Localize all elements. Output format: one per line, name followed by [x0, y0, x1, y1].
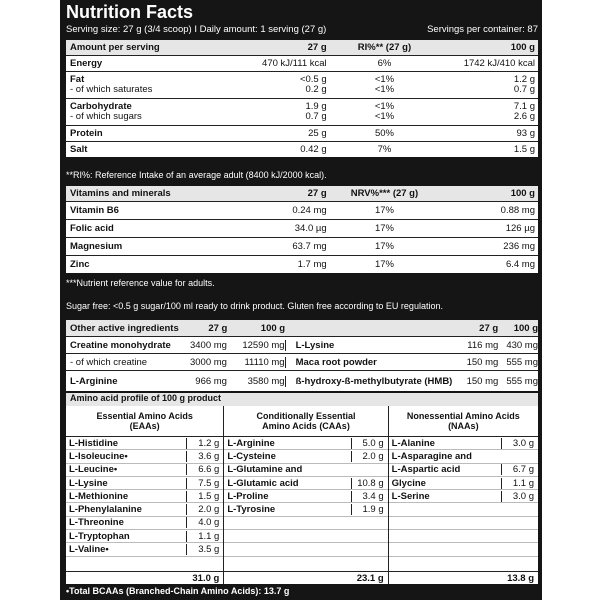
- bcaa-note: •Total BCAAs (Branched-Chain Amino Acids): 13.7 g: [66, 586, 290, 596]
- table-row: Zinc 1.7 mg 17% 6.4 mg: [70, 259, 535, 270]
- table-row: Salt 0.42 g 7% 1.5 g: [70, 144, 535, 155]
- nrv-note: ***Nutrient reference value for adults.: [66, 278, 215, 288]
- list-item: L-Methionine 1.5 g: [66, 490, 223, 503]
- naa-total: 13.8 g: [389, 571, 538, 584]
- amino-title: Amino acid profile of 100 g product: [66, 393, 538, 406]
- table-header: Other active ingredients 27 g 100 g 27 g 100 g: [66, 320, 538, 337]
- table-row: Folic acid 34.0 µg 17% 126 µg: [66, 220, 538, 238]
- table-row: - of which creatine 3000 mg 11110 mg Maca root powder 150 mg 555 mg: [66, 354, 538, 371]
- table-row: Magnesium 63.7 mg 17% 236 mg: [66, 238, 538, 256]
- list-item: L-Alanine 3.0 g: [389, 437, 538, 450]
- list-item: L-Glutamine and: [224, 464, 387, 477]
- caa-column: Conditionally Essential Amino Acids (CAAs) L-Arginine 5.0 g L-Cysteine 2.0 g L-Glutamine and L-Glutamic acid 10.8 g L-Proline 3.4 g L-Tyrosine 1.9 g 23.1 g: [224, 406, 388, 584]
- list-item: L-Histidine 1.2 g: [66, 437, 223, 450]
- table-row: Energy 470 kJ/111 kcal 6% 1742 kJ/410 kcal: [66, 56, 538, 72]
- list-item: L-Cysteine 2.0 g: [224, 450, 387, 463]
- nutrition-panel: [60, 0, 542, 600]
- vitamins-table: [66, 186, 538, 273]
- amino-table: [66, 406, 538, 584]
- list-item: L-Tryptophan 1.1 g: [66, 530, 223, 543]
- sugar-note: Sugar free: <0.5 g sugar/100 ml ready to drink product. Gluten free according to EU regulation.: [66, 301, 443, 311]
- ri-note: **RI%: Reference Intake of an average adult (8400 kJ/2000 kcal).: [66, 170, 327, 180]
- list-item: L-Threonine 4.0 g: [66, 517, 223, 530]
- list-item: L-Phenylalanine 2.0 g: [66, 503, 223, 516]
- list-item: L-Proline 3.4 g: [224, 490, 387, 503]
- list-item: L-Leucine• 6.6 g: [66, 464, 223, 477]
- list-item: L-Tyrosine 1.9 g: [224, 503, 387, 516]
- serving-size: Serving size: 27 g (3/4 scoop) I Daily amount: 1 serving (27 g): [66, 24, 327, 35]
- naa-column: Nonessential Amino Acids (NAAs) L-Alanine 3.0 g L-Asparagine and L-Aspartic acid 6.7 g Glycine 1.1 g L-Serine 3.0 g 13.8 g: [389, 406, 538, 584]
- list-item: L-Isoleucine• 3.6 g: [66, 450, 223, 463]
- other-ingredients-table: [66, 320, 538, 391]
- list-item: [389, 543, 538, 556]
- list-item: L-Asparagine and: [389, 450, 538, 463]
- serving-info: [66, 24, 538, 35]
- servings-per-container: Servings per container: 87: [427, 24, 538, 35]
- table-row: Fat - of which saturates <0.5 g 0.2 g <1% <1% 1.2 g 0.7 g: [66, 72, 538, 99]
- eaa-column: Essential Amino Acids (EAAs) L-Histidine 1.2 g L-Isoleucine• 3.6 g L-Leucine• 6.6 g L-Lysine 7.5 g L-Methionine 1.5 g L-Phenylalanine 2.0 g L-Threonine 4.0 g L-Tryptophan 1.1 g L-Valine• 3.5 g 31.0 g: [66, 406, 224, 584]
- list-item: Glycine 1.1 g: [389, 477, 538, 490]
- list-item: [224, 530, 387, 543]
- list-item: [224, 543, 387, 556]
- eaa-total: 31.0 g: [66, 571, 223, 584]
- list-item: L-Arginine 5.0 g: [224, 437, 387, 450]
- caa-total: 23.1 g: [224, 571, 387, 584]
- table-row: Creatine monohydrate 3400 mg 12590 mg L-Lysine 116 mg 430 mg: [66, 337, 538, 354]
- table-row: Vitamin B6 0.24 mg 17% 0.88 mg: [66, 202, 538, 220]
- table-header: Vitamins and minerals 27 g NRV%*** (27 g) 100 g: [66, 186, 538, 202]
- nutrition-table: [66, 40, 538, 157]
- table-row: Protein 25 g 50% 93 g: [66, 126, 538, 142]
- list-item: L-Serine 3.0 g: [389, 490, 538, 503]
- list-item: [389, 517, 538, 530]
- panel-title: Nutrition Facts: [66, 2, 194, 22]
- list-item: L-Glutamic acid 10.8 g: [224, 477, 387, 490]
- list-item: [389, 530, 538, 543]
- list-item: [224, 517, 387, 530]
- list-item: L-Lysine 7.5 g: [66, 477, 223, 490]
- table-header: Amount per serving 27 g RI%** (27 g) 100 g: [66, 40, 538, 56]
- table-row: Carbohydrate - of which sugars 1.9 g 0.7 g <1% <1% 7.1 g 2.6 g: [66, 99, 538, 126]
- list-item: L-Valine• 3.5 g: [66, 543, 223, 556]
- list-item: L-Aspartic acid 6.7 g: [389, 464, 538, 477]
- list-item: [389, 503, 538, 516]
- table-row: L-Arginine 966 mg 3580 mg ß-hydroxy-ß-methylbutyrate (HMB) 150 mg 555 mg: [70, 375, 538, 387]
